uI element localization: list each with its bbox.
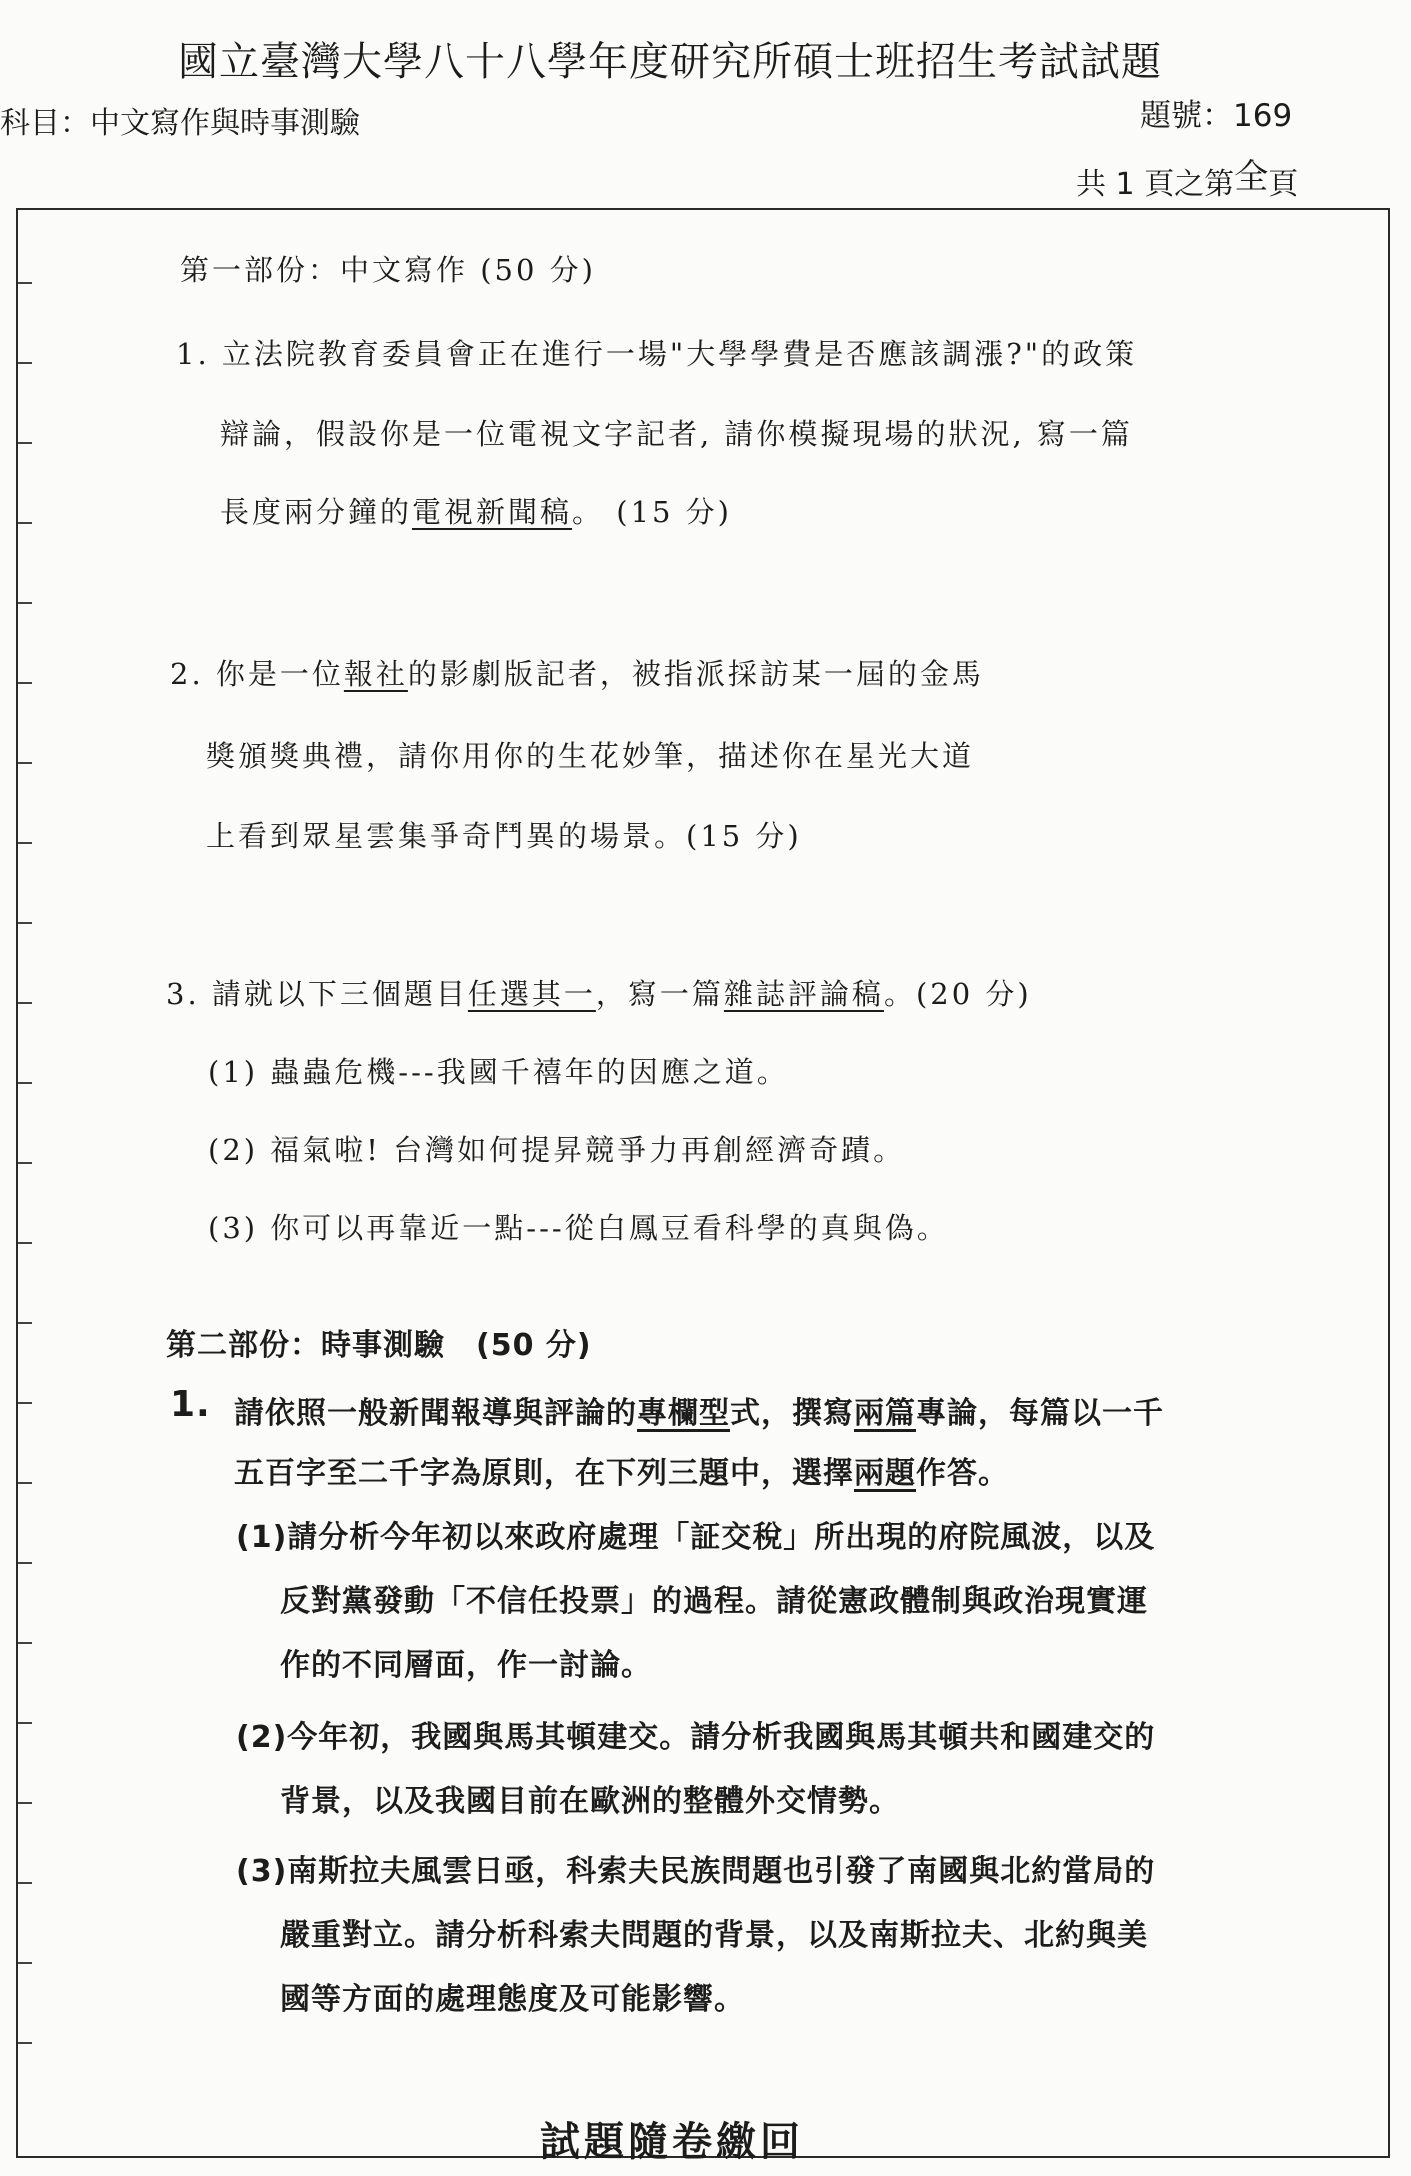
underlined-term: 專欄型 — [637, 1396, 730, 1431]
margin-tick — [18, 362, 32, 364]
margin-tick — [18, 1002, 32, 1004]
underlined-term: 報社 — [343, 657, 408, 691]
part2-sub3-line1: (3)南斯拉夫風雲日亟，科索夫民族問題也引發了南國與北約當局的 — [236, 1854, 1156, 1889]
part2-sub2-line2: 背景，以及我國目前在歐洲的整體外交情勢。 — [280, 1784, 900, 1819]
margin-tick — [18, 842, 32, 844]
underlined-term: 兩題 — [854, 1456, 916, 1491]
part2-sub2-line1: (2)今年初，我國與馬其頓建交。請分析我國與馬其頓共和國建交的 — [236, 1720, 1156, 1755]
underlined-term: 雜誌評論稿 — [723, 977, 884, 1011]
part1-q1-line3 — [220, 490, 732, 531]
text: 長度兩分鐘的 — [220, 495, 413, 529]
part1-q1-line2: 辯論，假設你是一位電視文字記者, 請你模擬現場的狀況, 寫一篇 — [220, 417, 1133, 451]
margin-tick — [18, 602, 32, 604]
margin-tick — [18, 1962, 32, 1964]
margin-tick — [18, 1562, 32, 1564]
text: 請依照一般新聞報導與評論的 — [234, 1396, 637, 1431]
part1-q3-option2: (2) 福氣啦! 台灣如何提昇競爭力再創經濟奇蹟。 — [208, 1133, 906, 1167]
margin-tick — [18, 762, 32, 764]
text: 專論，每篇以一千 — [916, 1396, 1164, 1431]
text: 式，撰寫 — [730, 1396, 854, 1431]
pages-suffix: 頁 — [1268, 167, 1299, 202]
part1-q1-line1: 1. 立法院教育委員會正在進行一場"大學學費是否應該調漲?"的政策 — [176, 337, 1138, 371]
margin-tick — [18, 682, 32, 684]
part2-sub1-line3: 作的不同層面，作一討論。 — [280, 1648, 652, 1683]
margin-tick — [18, 522, 32, 524]
margin-tick — [18, 442, 32, 444]
text: 作答。 — [916, 1456, 1009, 1491]
margin-tick — [18, 1082, 32, 1084]
part2-sub3-line3: 國等方面的處理態度及可能影響。 — [280, 1982, 745, 2017]
pages-total: 1 — [1115, 167, 1135, 202]
part2-q1-line2 — [234, 1448, 1009, 1492]
part1-q3-option3: (3) 你可以再靠近一點---從白鳳豆看科學的真與偽。 — [208, 1211, 949, 1245]
margin-tick — [18, 1642, 32, 1644]
text: ，寫一篇 — [595, 977, 724, 1011]
exam-title: 國立臺灣大學八十八學年度研究所碩士班招生考試試題 — [178, 39, 1162, 85]
pages-current: 全 — [1234, 157, 1269, 197]
margin-tick — [18, 1802, 32, 1804]
margin-tick — [18, 1162, 32, 1164]
text: 3. 請就以下三個題目 — [166, 977, 468, 1011]
part1-q2-line1 — [170, 652, 984, 693]
margin-tick — [18, 2042, 32, 2044]
part2-q1-number: 1. — [170, 1384, 211, 1425]
margin-tick — [18, 1722, 32, 1724]
part2-sub1-line2: 反對黨發動「不信任投票」的過程。請從憲政體制與政治現實運 — [280, 1584, 1148, 1619]
text: 。 (15 分) — [572, 495, 732, 529]
margin-tick — [18, 922, 32, 924]
part1-q2-line2: 獎頒獎典禮，請你用你的生花妙筆，描述你在星光大道 — [206, 739, 975, 773]
margin-tick — [18, 282, 32, 284]
part1-heading: 第一部份：中文寫作 (50 分) — [180, 253, 596, 287]
margin-tick — [18, 1482, 32, 1484]
part2-q1-line1 — [234, 1388, 1164, 1432]
margin-tick — [18, 1402, 32, 1404]
margin-tick — [18, 1882, 32, 1884]
text: 2. 你是一位 — [170, 657, 344, 691]
pages-prefix: 共 — [1076, 167, 1106, 202]
part2-heading: 第二部份：時事測驗 (50 分) — [166, 1328, 592, 1363]
text: 。(20 分) — [883, 977, 1032, 1011]
underlined-term: 電視新聞稿 — [412, 495, 573, 529]
part2-sub3-line2: 嚴重對立。請分析科索夫問題的背景，以及南斯拉夫、北約與美 — [280, 1918, 1148, 1953]
part2-sub1-line1: (1)請分析今年初以來政府處理「証交稅」所出現的府院風波，以及 — [236, 1520, 1156, 1555]
text: 的影劇版記者，被指派採訪某一屆的金馬 — [407, 657, 984, 691]
underlined-term: 兩篇 — [854, 1396, 916, 1431]
pages-middle: 頁之第 — [1144, 167, 1235, 202]
margin-tick — [18, 1242, 32, 1244]
text: 五百字至二千字為原則，在下列三題中，選擇 — [234, 1456, 854, 1491]
subject-label: 科目：中文寫作與時事測驗 — [0, 106, 360, 141]
part1-q2-line3: 上看到眾星雲集爭奇鬥異的場景。(15 分) — [206, 819, 802, 853]
margin-tick — [18, 1322, 32, 1324]
underlined-term: 任選其一 — [467, 977, 596, 1011]
part1-q3-option1: (1) 蟲蟲危機---我國千禧年的因應之道。 — [208, 1055, 789, 1089]
page-count — [1076, 155, 1298, 204]
question-number: 題號：169 — [1140, 98, 1293, 134]
part1-q3-line1 — [166, 972, 1032, 1013]
return-notice: 試題隨卷繳回 — [540, 2118, 804, 2165]
